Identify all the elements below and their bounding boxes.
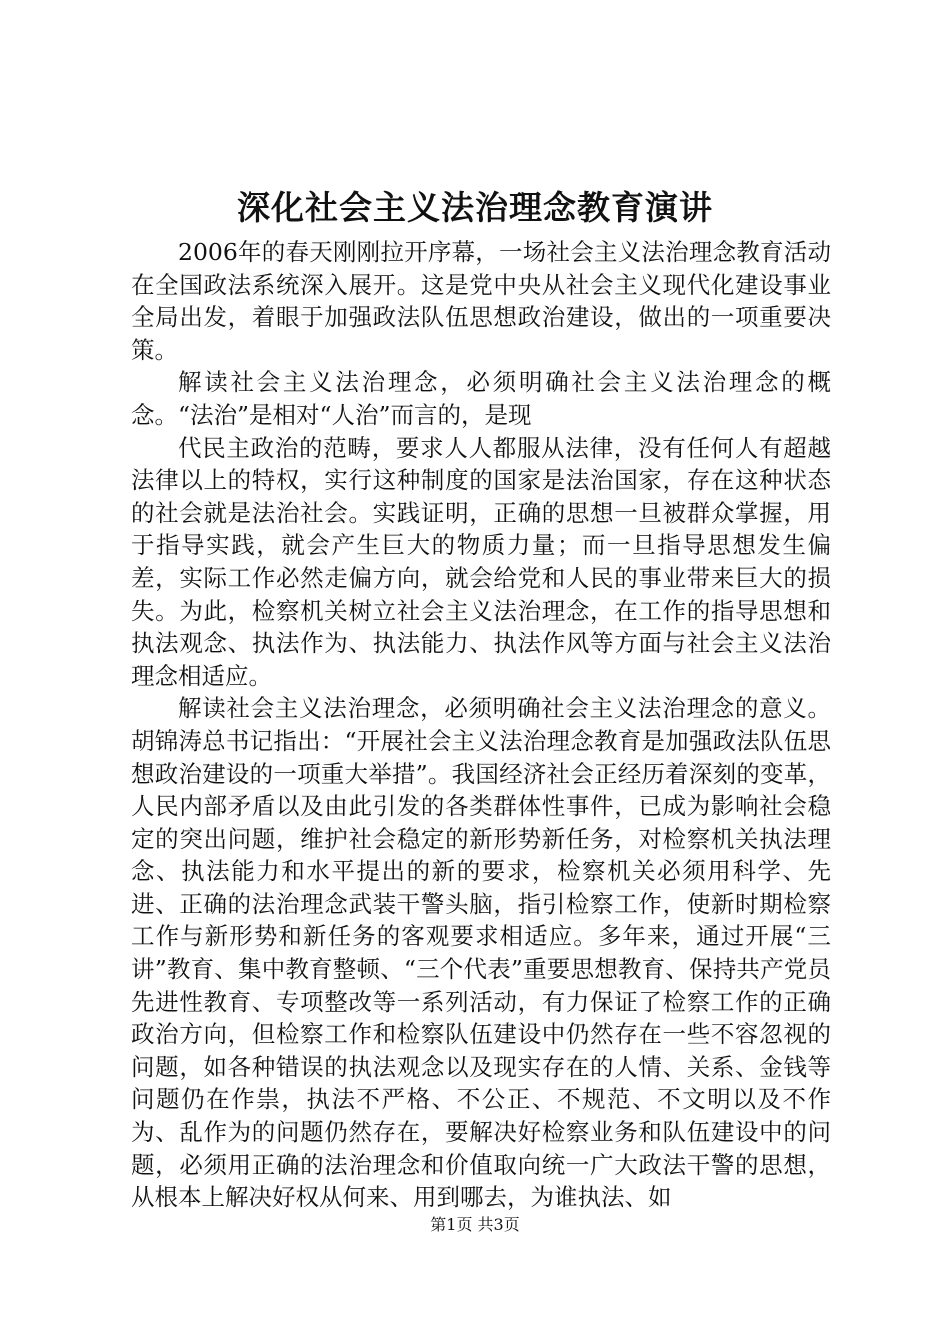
paragraph-4: 解读社会主义法治理念，必须明确社会主义法治理念的意义。胡锦涛总书记指出：“开展社会主义法治理念教育是加强政法队伍思想政治建设的一项重大举措”。我国经济社会正经历着深刻的变革，人民内部矛盾以及由此引发的各类群体性事件，已成为影响社会稳定的突出问题，维护社会稳定的新形势新任务，对检察机关执法理念、执法能力和水平提出的新的要求，检察机关必须用科学、先进、正确的法治理念武装干警头脑，指引检察工作，使新时期检察工作与新形势和新任务的客观要求相适应。多年来，通过开展“三讲”教育、集中教育整顿、“三个代表”重要思想教育、保持共产党员先进性教育、专项整改等一系列活动，有力保证了检察工作的正确政治方向，但检察工作和检察队伍建设中仍然存在一些不容忽视的问题，如各种错误的执法观念以及现实存在的人情、关系、金钱等问题仍在作祟，执法不严格、不公正、不规范、不文明以及不作为、乱作为的问题仍然存在，要解决好检察业务和队伍建设中的问题，必须用正确的法治理念和价值取向统一广大政法干警的思想，从根本上解决好权从何来、用到哪去，为谁执法、如 [131,694,831,1212]
page-number-footer: 第1页 共3页 [430,1215,520,1234]
document-title: 深化社会主义法治理念教育演讲 [237,188,713,227]
document-body [131,236,831,1214]
paragraph-3: 代民主政治的范畴，要求人人都服从法律，没有任何人有超越法律以上的特权，实行这种制度的国家是法治国家，存在这种状态的社会就是法治社会。实践证明，正确的思想一旦被群众掌握，用于指导实践，就会产生巨大的物质力量；而一旦指导思想发生偏差，实际工作必然走偏方向，就会给党和人民的事业带来巨大的损失。为此，检察机关树立社会主义法治理念，在工作的指导思想和执法观念、执法作为、执法能力、执法作风等方面与社会主义法治理念相适应。 [131,433,831,690]
paragraph-2: 解读社会主义法治理念，必须明确社会主义法治理念的概念。“法治”是相对“人治”而言的，是现 [131,368,831,429]
paragraph-1: 2006年的春天刚刚拉开序幕，一场社会主义法治理念教育活动在全国政法系统深入展开。这是党中央从社会主义现代化建设事业全局出发，着眼于加强政法队伍思想政治建设，做出的一项重要决策。 [131,238,831,364]
